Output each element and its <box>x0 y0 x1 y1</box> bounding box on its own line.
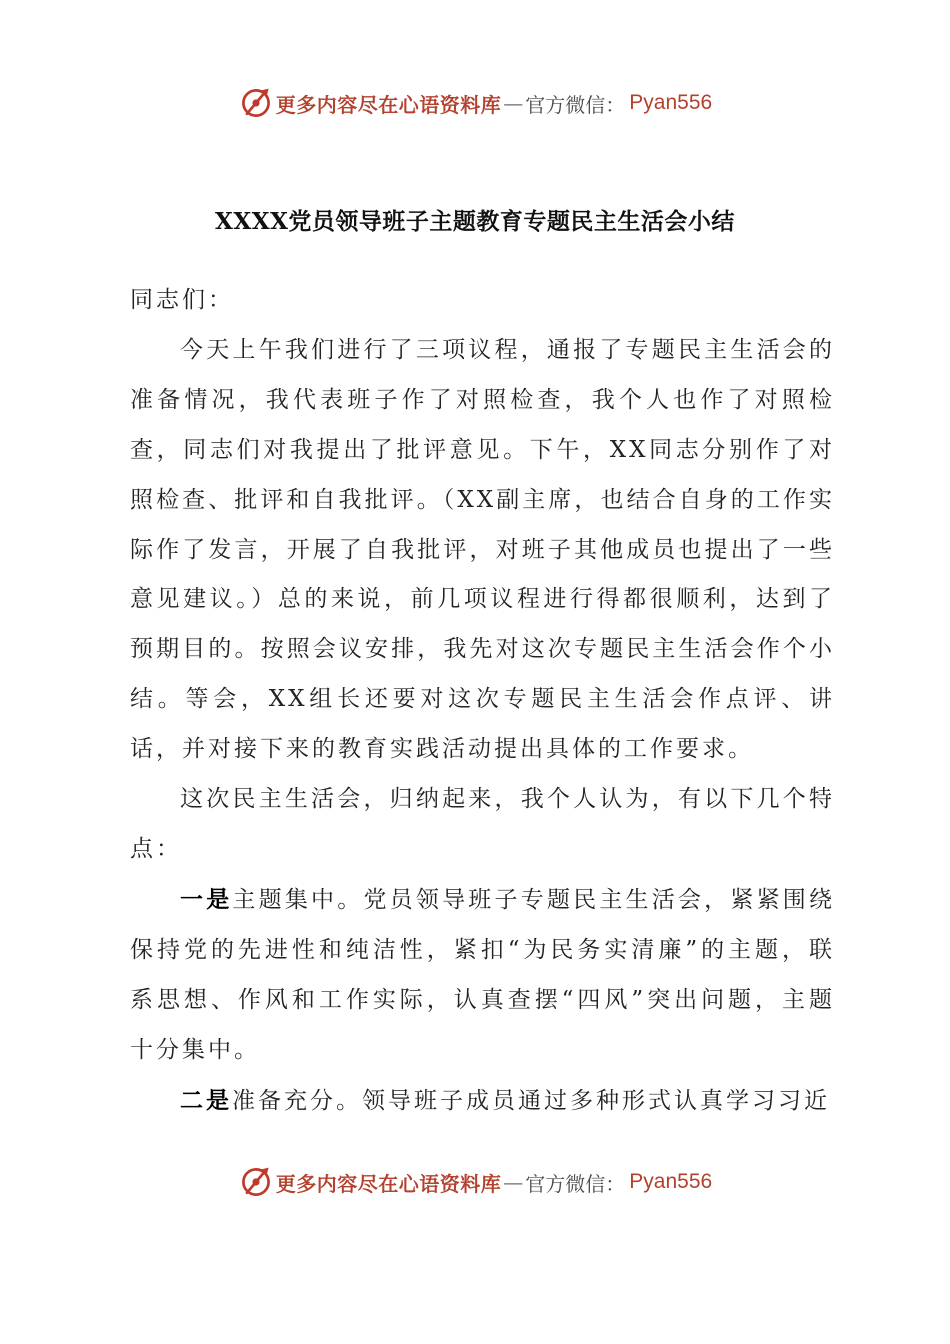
wechat-id: Pyan556 <box>629 1170 713 1193</box>
point-item <box>130 875 835 1076</box>
pen-logo-icon <box>238 85 274 121</box>
banner-separator: — <box>503 1170 524 1194</box>
point-text: 主题集中。党员领导班子专题民主生活会，紧紧围绕保持党的先进性和纯洁性，紧扣“为民务实清廉”的主题，联系思想、作风和工作实际，认真查摆“四风”突出问题，主题十分集中。 <box>130 886 836 1063</box>
header-banner <box>0 83 950 123</box>
document-body <box>130 276 835 1126</box>
document-title: XXXX党员领导班子主题教育专题民主生活会小结 <box>215 208 735 235</box>
wechat-id: Pyan556 <box>629 91 713 114</box>
paragraph: 这次民主生活会，归纳起来，我个人认为，有以下几个特点： <box>130 786 835 862</box>
pen-logo-icon <box>238 1164 274 1200</box>
footer-banner <box>0 1162 950 1202</box>
point-lead: 一是 <box>180 885 233 913</box>
site-name: 更多内容尽在心语资料库 <box>275 1171 502 1196</box>
point-text: 准备充分。领导班子成员通过多种形式认真学习习近 <box>232 1087 830 1114</box>
site-name: 更多内容尽在心语资料库 <box>275 92 502 117</box>
point-lead: 二是 <box>180 1086 232 1114</box>
banner-separator: — <box>503 91 524 115</box>
wechat-label: 官方微信： <box>525 92 626 117</box>
paragraph: 今天上午我们进行了三项议程，通报了专题民主生活会的准备情况，我代表班子作了对照检查，我个人也作了对照检查，同志们对我提出了批评意见。下午，XX同志分别作了对照检查、批评和自我批评。（XX副主席，也结合自身的工作实际作了发言，开展了自我批评，对班子其他成员也提出了一些意见建议。）总的来说，前几项议程进行得都很顺利，达到了预期目的。按照会议安排，我先对这次专题民主生活会作个小结。等会，XX组长还要对这次专题民主生活会作点评、讲话，并对接下来的教育实践活动提出具体的工作要求。 <box>130 336 835 763</box>
wechat-label: 官方微信： <box>525 1171 626 1196</box>
point-item <box>130 1076 835 1127</box>
greeting: 同志们： <box>130 287 234 313</box>
